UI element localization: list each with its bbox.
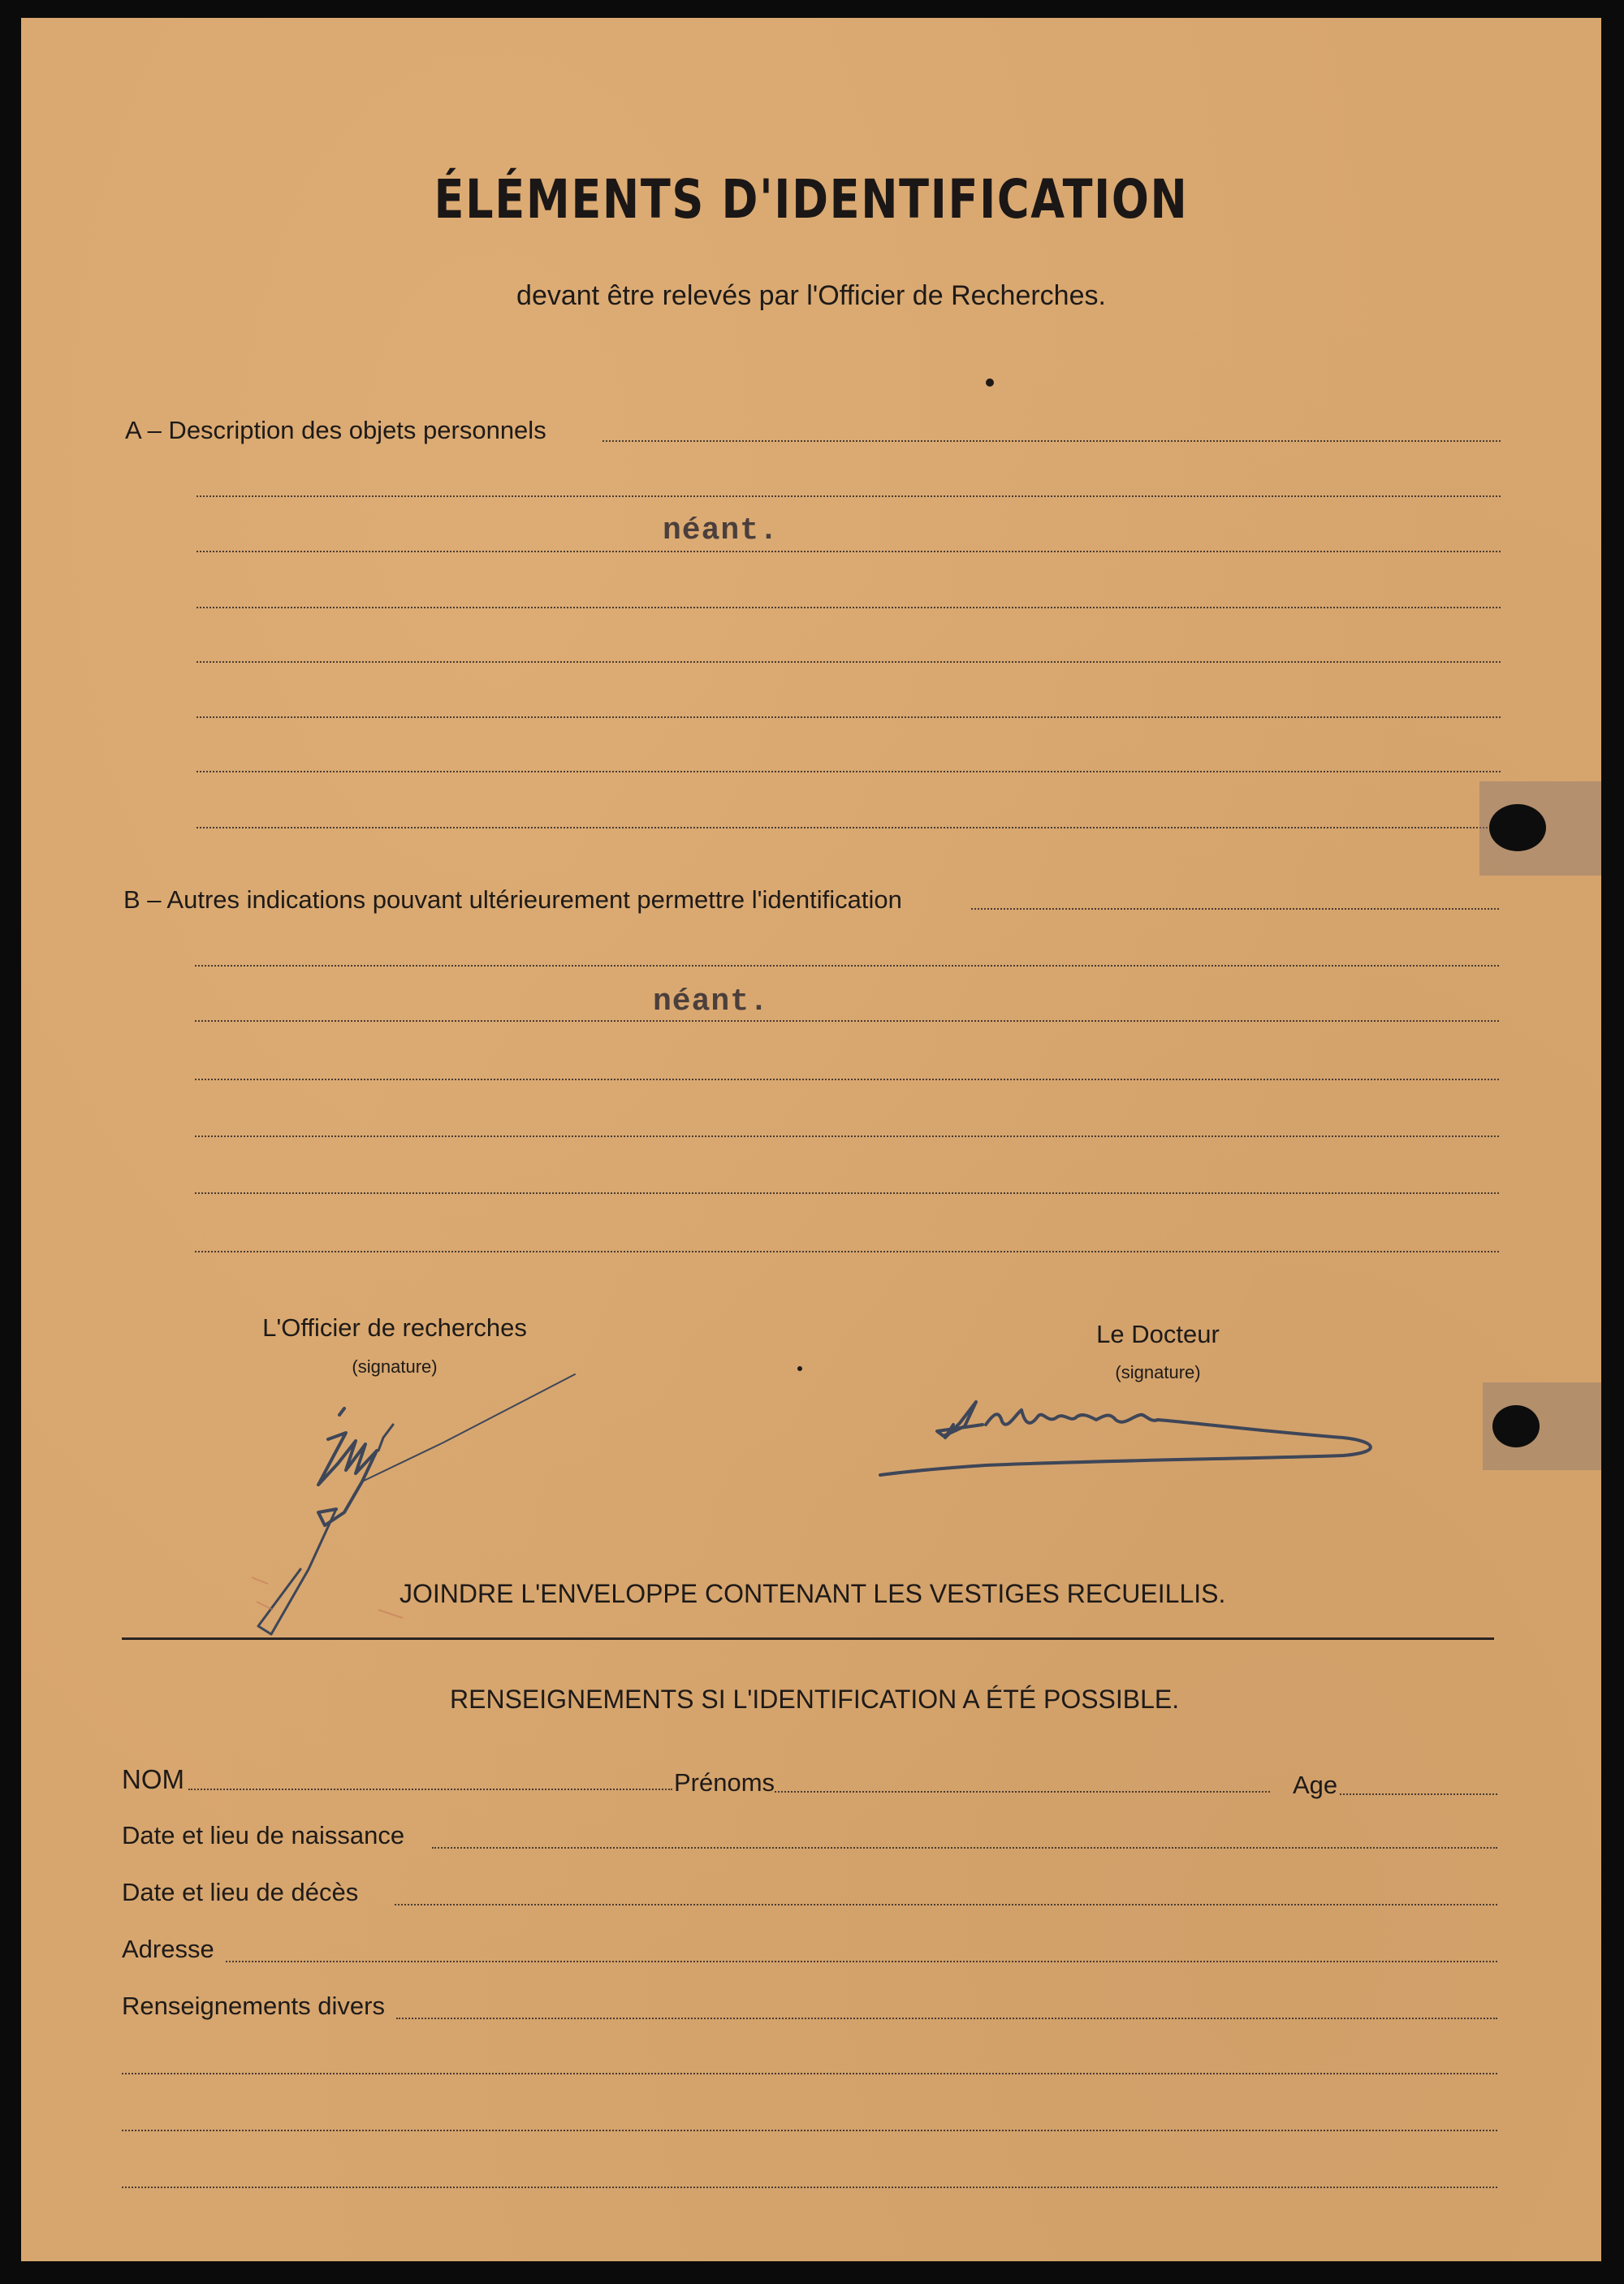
- nom-field[interactable]: [188, 1789, 672, 1790]
- adresse-label: Adresse: [122, 1935, 214, 1963]
- form-subtitle: devant être relevés par l'Officier de Recherches.: [516, 280, 1106, 311]
- divers-field[interactable]: [122, 2187, 1497, 2188]
- section-a-line[interactable]: [197, 495, 1501, 497]
- doctor-signature-image: [856, 1374, 1408, 1488]
- doctor-signature-title: Le Docteur: [1096, 1320, 1220, 1348]
- section-a-line[interactable]: [197, 771, 1501, 772]
- naissance-label: Date et lieu de naissance: [122, 1821, 405, 1849]
- section-b-label: B – Autres indications pouvant ultérieurement permettre l'identification: [123, 885, 902, 914]
- doctor-signature-sub: (signature): [1115, 1362, 1201, 1382]
- form-page: [21, 18, 1601, 2261]
- deces-field[interactable]: [395, 1904, 1497, 1905]
- section-a-line[interactable]: [197, 607, 1501, 608]
- nom-label: NOM: [122, 1764, 184, 1794]
- ink-speck: [797, 1366, 802, 1371]
- officer-signature-title: L'Officier de recherches: [262, 1313, 527, 1342]
- divers-field[interactable]: [122, 2073, 1497, 2074]
- section-a-typed-value: néant.: [663, 513, 779, 548]
- section-a-line[interactable]: [197, 551, 1501, 552]
- punch-hole: [1492, 1405, 1540, 1447]
- section-b-line[interactable]: [195, 1020, 1499, 1022]
- section-b-line[interactable]: [195, 1079, 1499, 1080]
- form-title: ÉLÉMENTS D'IDENTIFICATION: [434, 168, 1189, 231]
- age-label: Age: [1293, 1771, 1338, 1799]
- envelope-note: JOINDRE L'ENVELOPPE CONTENANT LES VESTIGES RECUEILLIS.: [400, 1579, 1226, 1608]
- ink-speck: [986, 379, 994, 387]
- section-b-line[interactable]: [971, 908, 1499, 910]
- prenoms-field[interactable]: [775, 1791, 1270, 1793]
- section-b-typed-value: néant.: [653, 984, 769, 1019]
- section-a-line[interactable]: [603, 440, 1501, 442]
- divers-field[interactable]: [122, 2130, 1497, 2131]
- deces-label: Date et lieu de décès: [122, 1878, 359, 1906]
- section-a-label: A – Description des objets personnels: [125, 416, 546, 444]
- section-a-line[interactable]: [197, 716, 1501, 718]
- prenoms-label: Prénoms: [674, 1768, 775, 1797]
- identification-heading: RENSEIGNEMENTS SI L'IDENTIFICATION A ÉTÉ POSSIBLE.: [450, 1685, 1180, 1714]
- section-b-line[interactable]: [195, 965, 1499, 967]
- divers-field[interactable]: [396, 2018, 1497, 2019]
- age-field[interactable]: [1340, 1793, 1497, 1795]
- adresse-field[interactable]: [226, 1961, 1497, 1962]
- section-b-line[interactable]: [195, 1251, 1499, 1252]
- section-b-line[interactable]: [195, 1136, 1499, 1137]
- section-a-line[interactable]: [197, 661, 1501, 663]
- section-a-line[interactable]: [197, 827, 1501, 828]
- divers-label: Renseignements divers: [122, 1992, 385, 2020]
- section-divider: [122, 1637, 1494, 1640]
- punch-hole: [1489, 804, 1546, 851]
- section-b-line[interactable]: [195, 1192, 1499, 1194]
- naissance-field[interactable]: [432, 1847, 1497, 1849]
- officer-signature-sub: (signature): [352, 1356, 438, 1377]
